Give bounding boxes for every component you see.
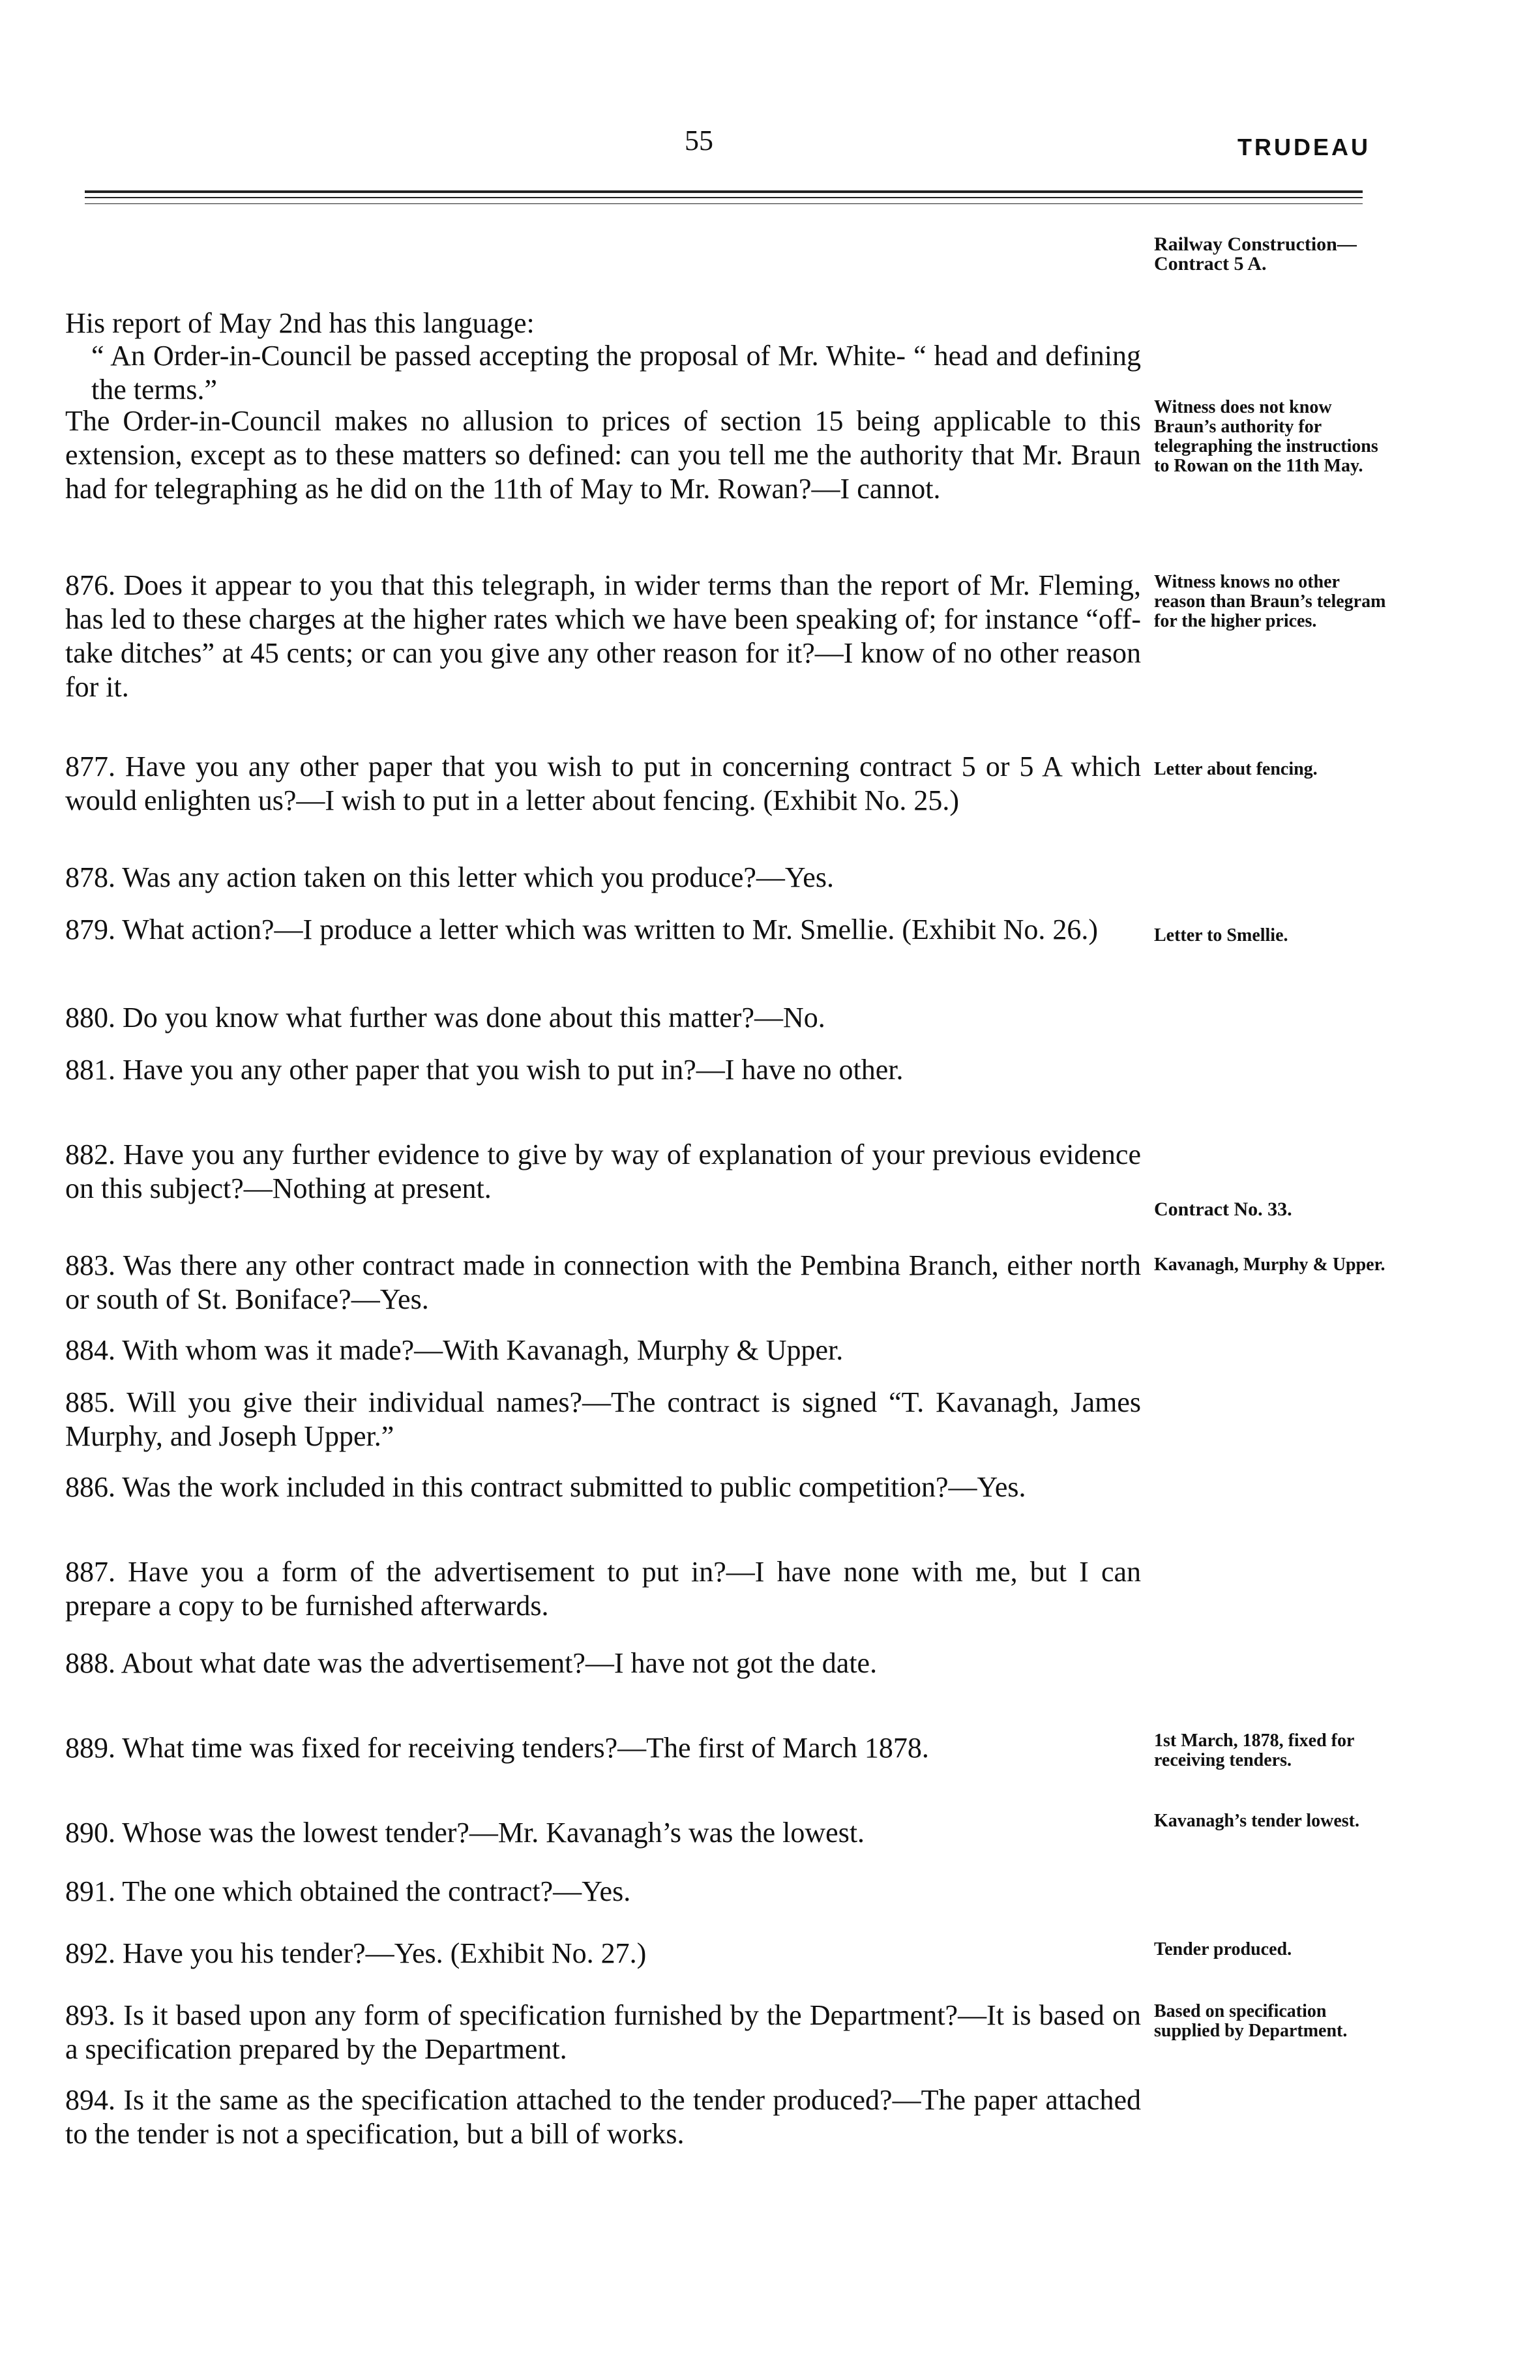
paragraph-number: 879. — [65, 914, 115, 945]
paragraph-text: Have you any further evidence to give by way of explanation of your previous evidence on this subject?—Nothing at present. — [65, 1138, 1141, 1204]
side-note-specification: Based on specification supplied by Department. — [1154, 2001, 1348, 2041]
paragraph-text: Have you any other paper that you wish to put in concerning contract 5 or 5 A which would enlighten us?—I wish to put in a letter about fencing. (Exhibit No. 25.) — [65, 751, 1142, 816]
paragraph-885 — [65, 1386, 1141, 1453]
paragraph-text: Have you a form of the advertisement to put in?—I have none with me, but I can prepare a copy to be furnished afterwards. — [65, 1556, 1142, 1622]
paragraph-894 — [65, 2083, 1141, 2151]
paragraph-893 — [65, 1999, 1141, 2066]
header-rule — [85, 190, 1363, 193]
paragraph-text: About what date was the advertisement?—I have not got the date. — [121, 1647, 878, 1679]
paragraph-text: Have you any other paper that you wish to put in?—I have no other. — [123, 1054, 904, 1086]
paragraph-text: With whom was it made?—With Kavanagh, Murphy & Upper. — [122, 1334, 844, 1366]
paragraph-881 — [65, 1053, 1141, 1087]
paragraph-number: 892. — [65, 1937, 115, 1969]
page-number: 55 — [685, 125, 713, 156]
side-note-tender-produced: Tender produced. — [1154, 1939, 1292, 1959]
paragraph-number: 887. — [65, 1556, 115, 1588]
paragraph-877 — [65, 750, 1141, 818]
paragraph-number: 883. — [65, 1249, 115, 1281]
intro-lead: His report of May 2nd has this language: — [65, 307, 535, 339]
paragraph-number: 877. — [65, 751, 115, 782]
side-note-other-reason: Witness knows no other reason than Braun’s telegram for the higher prices. — [1154, 572, 1386, 631]
paragraph-text: Was there any other contract made in connection with the Pembina Branch, either north or south of St. Boniface?—Yes. — [65, 1249, 1141, 1315]
section-side-heading: Railway Construction—Contract 5 A. — [1154, 233, 1357, 275]
running-head: TRUDEAU — [1237, 134, 1370, 160]
header-rule-hairline — [85, 203, 1363, 204]
paragraph-text: What action?—I produce a letter which was written to Mr. Smellie. (Exhibit No. 26.) — [122, 914, 1099, 945]
paragraph-text: Whose was the lowest tender?—Mr. Kavanagh’s was the lowest. — [122, 1817, 865, 1849]
paragraph-890 — [65, 1816, 1141, 1850]
paragraph-884 — [65, 1333, 1141, 1367]
paragraph-number: 890. — [65, 1817, 115, 1849]
paragraph-876 — [65, 569, 1141, 704]
paragraph-number: 893. — [65, 1999, 115, 2031]
intro-quote: “ An Order-in-Council be passed accepting the proposal of Mr. White- “ head and defining the terms.” — [91, 340, 1141, 406]
side-note-smellie: Letter to Smellie. — [1154, 925, 1288, 945]
paragraph-891 — [65, 1875, 1141, 1909]
side-note-first-march: 1st March, 1878, fixed for receiving tenders. — [1154, 1731, 1354, 1770]
paragraph-888 — [65, 1646, 1141, 1680]
side-note-fencing: Letter about fencing. — [1154, 759, 1318, 779]
paragraph-number: 888. — [65, 1647, 115, 1679]
paragraph-text: Is it based upon any form of specification furnished by the Department?—It is based on a specification prepared by the Department. — [65, 1999, 1142, 2065]
paragraph-text: Is it the same as the specification attached to the tender produced?—The paper attached to the tender is not a specification, but a bill of works. — [65, 2084, 1141, 2150]
paragraph-text: The one which obtained the contract?—Yes. — [122, 1875, 631, 1907]
paragraph-887 — [65, 1555, 1141, 1623]
paragraph-text: Was any action taken on this letter which you produce?—Yes. — [122, 861, 834, 893]
paragraph-879 — [65, 913, 1141, 947]
header-rule-thin — [85, 197, 1363, 198]
paragraph-880 — [65, 1001, 1141, 1035]
paragraph-number: 884. — [65, 1334, 115, 1366]
paragraph-886 — [65, 1470, 1141, 1504]
paragraph-text: Does it appear to you that this telegraph, in wider terms than the report of Mr. Fleming, has led to these charges at the higher rates which we have been speaking of; for instance “off-take ditches” at 45 cents; or can you give any other reason for it?—I know of no other reason for it. — [65, 569, 1141, 703]
paragraph-number: 889. — [65, 1732, 115, 1764]
paragraph-text: Will you give their individual names?—The contract is signed “T. Kavanagh, James Murphy, and Joseph Upper.” — [65, 1386, 1141, 1452]
side-note-braun-authority: Witness does not know Braun’s authority for telegraphing the instructions to Rowan on the 11th May. — [1154, 397, 1378, 476]
side-note-kavanagh: Kavanagh, Murphy & Upper. — [1154, 1255, 1385, 1275]
paragraph-number: 885. — [65, 1386, 115, 1418]
paragraph-number: 882. — [65, 1138, 115, 1170]
paragraph-number: 881. — [65, 1054, 115, 1086]
paragraph-number: 876. — [65, 569, 115, 601]
paragraph-883 — [65, 1249, 1141, 1316]
side-heading-contract-33: Contract No. 33. — [1154, 1198, 1292, 1220]
paragraph-892 — [65, 1937, 1141, 1971]
paragraph-889 — [65, 1731, 1141, 1765]
paragraph-text: Do you know what further was done about this matter?—No. — [123, 1002, 825, 1034]
paragraph-text: What time was fixed for receiving tenders?—The first of March 1878. — [122, 1732, 929, 1764]
paragraph-882 — [65, 1138, 1141, 1206]
paragraph-text: Was the work included in this contract submitted to public competition?—Yes. — [122, 1471, 1026, 1503]
side-note-lowest-tender: Kavanagh’s tender lowest. — [1154, 1811, 1359, 1831]
intro-body: The Order-in-Council makes no allusion to prices of section 15 being applicable to this extension, except as to these matters so defined: can you tell me the authority that Mr. Braun had for telegraphing as he did on the 11th of May to Mr. Rowan?—I cannot. — [65, 405, 1141, 505]
paragraph-number: 886. — [65, 1471, 115, 1503]
paragraph-text: Have you his tender?—Yes. (Exhibit No. 27.) — [123, 1937, 647, 1969]
paragraph-number: 891. — [65, 1875, 115, 1907]
paragraph-number: 894. — [65, 2084, 115, 2116]
paragraph-878 — [65, 861, 1141, 895]
paragraph-number: 880. — [65, 1002, 115, 1034]
paragraph-number: 878. — [65, 861, 115, 893]
